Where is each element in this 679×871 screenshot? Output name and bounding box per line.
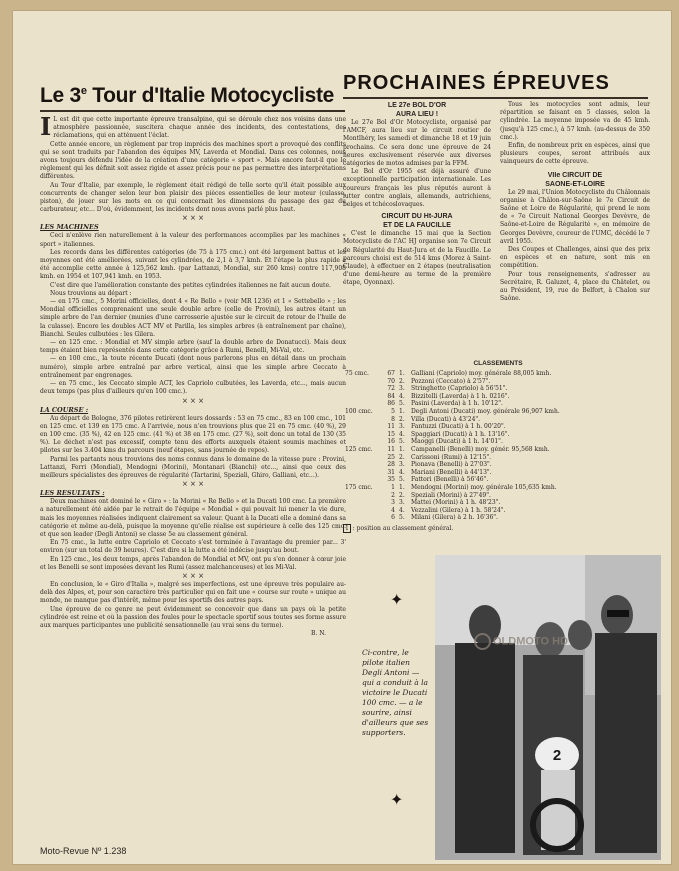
classement-entry: Bizzitelli (Laverda) à 1 h. 0216". <box>411 392 510 400</box>
classement-place: 4. <box>399 430 405 438</box>
classement-class <box>343 416 383 424</box>
section-heading-results: LES RESULTATS : <box>40 489 105 498</box>
classement-place: 5. <box>399 438 405 446</box>
classement-class <box>343 423 383 431</box>
paragraph: Cette année encore, un règlement par trop imprécis des machines sport a provoqué des conflits qui se sont traduits par l'abandon des équipes MV, Laverda et Mondial. Dans ces colonnes, nous avons toujours défendu l'idée de la création d'une catégorie « sport ». Mais encore faut-il que le règlement qui les définit soit assez rigide et assez précis pour ne pas permettre des interprétations différentes. <box>40 140 346 181</box>
classement-place: 1. <box>399 445 405 453</box>
classement-class <box>343 476 383 484</box>
paragraph: Le 29 mai, l'Union Motocycliste du Châlonnais organise à Châlon-sur-Saône le 7e Circuit de Saône et Loire de Régularité, qui prend le nom de « 7e Circuit National Georges Devèvre, de Saône-et-Loire de Régularité », en mémoire de Georges Devèvre, coureur de l'UMC, décédé le 7 avril 1955. <box>500 188 650 245</box>
photo-caption: Ci-contre, le pilote italien Degli Antoni — qui a conduit à la victoire le Ducati 100 cmc. — a le sourire, ainsi d'ailleurs que ses supporters. <box>362 648 429 737</box>
classement-entry: Milani (Gilera) à 2 h. 16'36". <box>411 514 498 522</box>
paragraph: Le 27e Bol d'Or Motocycliste, organisé par l'AMCF, aura lieu sur le circuit routier de Montlhéry, les samedi et dimanche 18 et 19 juin prochains. Ce sera donc une épreuve de 24 heures exclusivement réservée aux diverses catégories de motos admises par la FFM. <box>343 119 491 168</box>
paragraph: — en 100 cmc., la toute récente Ducati (dont nous parlerons plus en détail dans un prochain numéro), simple arbre entraîné par arbre vertical, ainsi que les simple arbre Ceccato à entraînement par engrenages. <box>40 355 346 379</box>
classement-row <box>343 385 653 393</box>
title-underline <box>343 97 648 99</box>
legend-box: 1 <box>345 524 349 532</box>
section-heading-saone-2: SAONE-ET-LOIRE <box>545 180 605 188</box>
classement-general-position: 35 <box>387 476 395 484</box>
classement-place: 2. <box>399 415 405 423</box>
paragraph: Ceci n'enlève rien naturellement à la valeur des performances accomplies par les machines « sport » italiennes. <box>40 232 346 248</box>
classement-general-position: 70 <box>387 377 395 385</box>
classement-entry: Stringhetto (Capriolo) à 56'51". <box>411 385 508 393</box>
watermark-logo <box>472 633 568 650</box>
classement-entry: Degli Antoni (Ducati) moy. générale 96,907 kmh. <box>411 407 560 415</box>
paragraph: Une épreuve de ce genre ne peut évidemment se concevoir que dans un pays où la petite cylindrée est reine et où la passion des foules pour le spectacle sportif sous toutes ses forme assure aux marques participantes une publicité sensationnelle (au vrai sens du terme). <box>40 605 346 629</box>
classement-class <box>343 438 383 446</box>
classement-general-position: 6 <box>391 514 395 522</box>
section-separator: × × × <box>181 480 205 489</box>
classement-entry: Mattei (Morini) à 1 h. 48'23". <box>411 499 501 507</box>
section-separator: × × × <box>181 396 205 405</box>
classement-general-position: 8 <box>391 415 395 423</box>
paragraph: C'est dire que l'amélioration constante des petites cylindrées italiennes ne fait aucun doute. <box>50 281 331 289</box>
classement-row <box>343 499 653 507</box>
paragraph: Enfin, de nombreux prix en espèces, ainsi que plusieurs coupes, seront attribués aux vainqueurs de cette épreuve. <box>500 142 650 166</box>
classement-entry: Fattori (Benelli) à 56'46". <box>411 476 489 484</box>
section-heading-course: LA COURSE : <box>40 405 89 414</box>
left-article-title: Le 3e Tour d'Italie Motocycliste <box>40 84 335 107</box>
paragraph: C'est le dimanche 15 mai que la Section Motocycliste de l'AC HJ organise son 7e Circuit de Régularité du Haut-Jura et de la Faucille. Le parcours choisi est de 514 kms (Morez à Saint-Claude), à effectuer en 2 étapes (neutralisation d'une demi-heure au terme de la première étape, Oyonnax). <box>343 230 491 287</box>
classement-row <box>343 454 653 462</box>
classement-general-position: 5 <box>391 407 395 415</box>
classement-general-position: 67 <box>387 370 395 377</box>
classement-place: 5. <box>399 400 405 408</box>
classement-class <box>343 499 383 507</box>
classement-class: 100 cmc. <box>345 407 373 415</box>
classement-place: 4. <box>399 468 405 476</box>
classement-class <box>343 393 383 401</box>
section-heading-jura-2: ET DE LA FAUCILLE <box>383 222 451 230</box>
classement-row <box>343 514 653 522</box>
classements-table <box>343 370 653 522</box>
paragraph: Le Bol d'Or 1955 est déjà assuré d'une exceptionnelle participation internationale. Les coureurs français les plus réputés auront à lutter contre anglais, allemands, autrichiens, belges et tchécoslovaques. <box>343 168 491 209</box>
classement-row <box>343 378 653 386</box>
paragraph: Les records dans les différentes catégories (de 75 à 175 cmc.) ont été largement battus et les moyennes ont été améliorées, suivant les cylindrées, de 2,1 à 3,7 kmh. Et l'étape la plus rapide a été accomplie cette année à 125,562 kmh. (par Lattanzi, Mondial, sur 260 kms) contre 117,908 kmh. en 1954 et 107,941 kmh. en 1953. <box>40 248 346 281</box>
paragraph: Pour tous renseignements, s'adresser au Secrétaire, R. Galuzet, 4, place du Châtelet, ou au Président, 19, rue de Belfort, à Chalon sur Saône. <box>500 270 650 303</box>
classement-class <box>343 385 383 393</box>
paragraph: — en 125 cmc. : Mondial et MV simple arbre (sauf la double arbre de Donatucci). Mais deux temps étaient bien représentés dans cette catégorie grâce à Rumi, Benelli, Mi-Val, etc. <box>40 339 346 355</box>
paragraph: — en 75 cmc., les Ceccato simple ACT, les Capriolo culbutées, les Laverda, etc..., mais aucun deux temps (pas plus d'ailleurs qu'en 100 cmc.). <box>40 380 346 396</box>
star-ornament-icon: ✦ <box>390 590 404 609</box>
classement-row <box>343 400 653 408</box>
classement-general-position: 31 <box>387 468 395 476</box>
section-heading-bol-dor-2: AURA LIEU ! <box>395 111 439 118</box>
left-article-body <box>40 112 346 638</box>
classement-entry: Speziali (Morini) à 27'49". <box>411 491 491 499</box>
author-signature: B. N. <box>311 630 326 638</box>
paragraph: Tous les motocycles sont admis, leur répartition se faisant en 5 classes, selon la cylindrée. La moyenne imposée va de 45 kmh. (jusqu'à 125 cmc.), à 57 kmh. (au-dessus de 350 cmc.). <box>500 101 650 141</box>
classement-place: 2. <box>399 377 405 385</box>
classement-entry: Fantuzzi (Ducati) à 1 h. 00'20". <box>411 423 506 431</box>
classement-place: 4. <box>399 506 405 514</box>
classement-row <box>343 423 653 431</box>
classement-class <box>343 514 383 522</box>
classement-general-position: 15 <box>387 430 395 438</box>
classement-place: 3. <box>399 461 405 469</box>
paragraph: En 75 cmc., la lutte entre Capriolo et Ceccato s'est terminée à l'avantage du premier par... 3' environ (sur un total de 39 heures). C'est dire si la lutte a été indécise jusqu'au bout. <box>40 539 346 555</box>
classement-place: 3. <box>399 499 405 507</box>
classements-title: CLASSEMENTS <box>473 360 523 367</box>
paragraph: En conclusion, le « Giro d'Italia », malgré ses imperfections, est une épreuve très populaire au-delà des Alpes, et, pour son caractère très particulier qui en fait une « course sur route » unique au monde, ne manque pas d'intérêt, même pour les sportifs des autres pays. <box>40 580 346 605</box>
section-heading-saone: VIIe CIRCUIT DE <box>547 171 603 179</box>
section-separator: × × × <box>181 571 205 580</box>
right-column-b <box>500 101 650 303</box>
classement-general-position: 25 <box>387 453 395 461</box>
classement-row <box>343 492 653 500</box>
classement-class <box>343 431 383 439</box>
classement-row <box>343 416 653 424</box>
classement-place: 1. <box>399 407 405 415</box>
paragraph: Au départ de Bologne, 376 pilotes retirèrent leurs dossards : 53 en 75 cmc., 83 en 100 cmc., 101 en 125 cmc. et 139 en 175 cmc. A l'arrivée, nous n'en trouvions plus que 21 en 75 cmc. (40 %), 29 en 100 cmc. (35 %), 42 en 125 cmc. (41 %) et 38 en 175 cmc. (27 %), soit donc un total de 130 (35 %). Le déchet n'est pas excessif, compte tenu des efforts auxquels étaient soumis machines et pilotes sur les 3.404 kms du parcours (neuf étapes, sans journée de repos). <box>40 414 346 455</box>
paragraph: Parmi les partants nous trouvions des noms connus dans le domaine de la vitesse pure : Provini, Lattanzi, Ferri (Mondial), Mendogni (Morini), Montanari (Bianchi) etc..., ainsi que ceux des meilleurs spécialistes des épreuves de régularité (Tartarini, Speziali, Ghiro, Galliani, etc...). <box>40 455 346 479</box>
classement-general-position: 86 <box>387 400 395 408</box>
classement-row <box>343 431 653 439</box>
classement-entry: Galliani (Capriolo) moy. générale 88,005 kmh. <box>411 370 552 377</box>
classement-general-position: 84 <box>387 392 395 400</box>
right-article-title: PROCHAINES ÉPREUVES <box>343 72 610 94</box>
classement-entry: Carissoni (Rumi) à 12'15". <box>411 453 492 461</box>
classement-class: 175 cmc. <box>345 483 373 491</box>
classement-general-position: 16 <box>387 438 395 446</box>
classement-class: 125 cmc. <box>345 445 373 453</box>
paragraph: Deux machines ont dominé le « Giro » : la Morini « Re Bello » et la Ducati 100 cmc. La première a naturellement été aidée par le retrait de l'équipe « Mondial » qui pouvait lui mener la vie dure, mais les moyennes réalisées indiquent clairement sa valeur. Quant à la Ducati elle a dominé dans sa catégorie et même au-delà, puisque la moyenne qu'elle réalise est supérieure à celle des 125 cmc. et que son leader (Degli Antoni) se classe 5e au classement général. <box>40 498 346 538</box>
classement-entry: Pionava (Benelli) à 27'03". <box>411 461 492 469</box>
classement-entry: Pozzoni (Ceccato) à 2'57". <box>411 377 491 385</box>
classement-row <box>343 484 653 492</box>
classement-place: 1. <box>399 370 405 377</box>
classement-general-position: 28 <box>387 461 395 469</box>
classement-row <box>343 370 653 378</box>
section-heading-jura: CIRCUIT DU Ht-JURA <box>381 213 453 221</box>
classement-class <box>343 378 383 386</box>
classement-row <box>343 461 653 469</box>
classement-entry: Mendogni (Morini) moy. générale 105,635 kmh. <box>411 483 557 491</box>
intro-paragraph: I L est dit que cette importante épreuve transalpine, qui se déroule chez nos voisins dans une atmosphère passionnée, suscitera chaque année des incidents, des contestations, des réclamations, qui en atténuent l'éclat. <box>40 112 346 141</box>
classement-entry: Campanelli (Benelli) moy. génér. 95,568 kmh. <box>411 445 550 453</box>
classement-entry: Maoggi (Ducati) à 1 h. 14'01". <box>411 438 503 446</box>
classement-place: 3. <box>399 385 405 393</box>
classement-class: 75 cmc. <box>345 370 369 377</box>
classement-row <box>343 438 653 446</box>
classement-entry: Spaggiari (Ducati) à 1 h. 13'16". <box>411 430 510 438</box>
footer-issue: Moto-Revue Nº 1.238 <box>40 846 127 856</box>
watermark-ring-icon <box>474 633 491 650</box>
classement-general-position: 1 <box>391 483 395 491</box>
classement-class <box>343 400 383 408</box>
classement-entry: Pasini (Laverda) à 1 h. 10'12". <box>411 400 503 408</box>
section-separator: × × × <box>181 214 205 223</box>
classement-row <box>343 476 653 484</box>
classement-general-position: 2 <box>391 491 395 499</box>
drop-cap: I <box>40 112 52 141</box>
classement-class <box>343 461 383 469</box>
classement-place: 5. <box>399 476 405 484</box>
classements-section <box>343 360 653 533</box>
watermark-text: OLDMOTO HD <box>493 635 568 648</box>
classement-general-position: 11 <box>387 423 395 431</box>
classement-entry: Vezzalini (Gilera) à 1 h. 58'24". <box>411 506 506 514</box>
classement-row <box>343 393 653 401</box>
classement-place: 2. <box>399 453 405 461</box>
classement-place: 4. <box>399 392 405 400</box>
classement-general-position: 3 <box>391 499 395 507</box>
classements-note <box>343 525 653 533</box>
paragraph: — en 175 cmc., 5 Morini officielles, dont 4 « Re Bello » (voir MR 1236) et 1 « Settebello » ; les Mondial officielles comprenaient une seule double arbre (celle de Provini), les autres étant un simple arbre de l'an dernier (munies d'une carrosserie ajustée sur le circuit de retour de l'huile de la culasse). Encore les doubles ACT MV et Parilla, les simples arbres (à entraînement par chaîne), Bianchi. Seules culbutées : les Gilera. <box>40 298 346 338</box>
classement-row <box>343 507 653 515</box>
legend-text: : position au classement général. <box>350 524 454 532</box>
classement-place: 2. <box>399 491 405 499</box>
classement-place: 5. <box>399 514 405 522</box>
classement-row <box>343 408 653 416</box>
classement-class <box>343 469 383 477</box>
classement-class <box>343 507 383 515</box>
race-number: 2 <box>552 747 562 764</box>
paragraph: En 125 cmc., les deux temps, après l'abandon de Mondial et MV, ont pu s'en donner à cœur joie et les Benelli se sont imposées devant les Rumi (assez malchanceuses) et les Mi-Val. <box>40 555 346 571</box>
paragraph: Des Coupes et Challenges, ainsi que des prix en espèces et en nature, sont mis en compétition. <box>500 246 650 270</box>
classement-class <box>343 454 383 462</box>
classement-general-position: 72 <box>387 385 395 393</box>
classement-place: 3. <box>399 423 405 431</box>
classement-general-position: 4 <box>391 506 395 514</box>
star-ornament-icon: ✦ <box>390 790 404 809</box>
paragraph: Au Tour d'Italie, par exemple, le règlement était rédigé de telle sorte qu'il était possible aux concurrents de changer selon leur bon plaisir des pièces essentielles de leur moteur (culasse, piston), de jouer sur les mots en ce qui concernait les dimensions du passage des gaz du carburateur, etc... D'où, évidemment, les incidents dont nous avons parlé plus haut. <box>40 181 346 214</box>
classement-row <box>343 446 653 454</box>
rider-photo <box>435 555 661 860</box>
classement-entry: Villa (Ducati) à 43'24". <box>411 415 481 423</box>
photo-illustration <box>435 555 661 860</box>
classement-row <box>343 469 653 477</box>
right-column-a <box>343 101 491 288</box>
title-underline <box>40 110 345 112</box>
classement-entry: Mariani (Benelli) à 44'13". <box>411 468 492 476</box>
section-heading-bol-dor: LE 27e BOL D'OR <box>387 102 447 109</box>
paragraph: Nous trouvions au départ : <box>50 289 132 297</box>
classement-class <box>343 492 383 500</box>
classement-place: 1. <box>399 483 405 491</box>
section-heading-machines: LES MACHINES <box>40 223 99 232</box>
classement-general-position: 11 <box>387 445 395 453</box>
